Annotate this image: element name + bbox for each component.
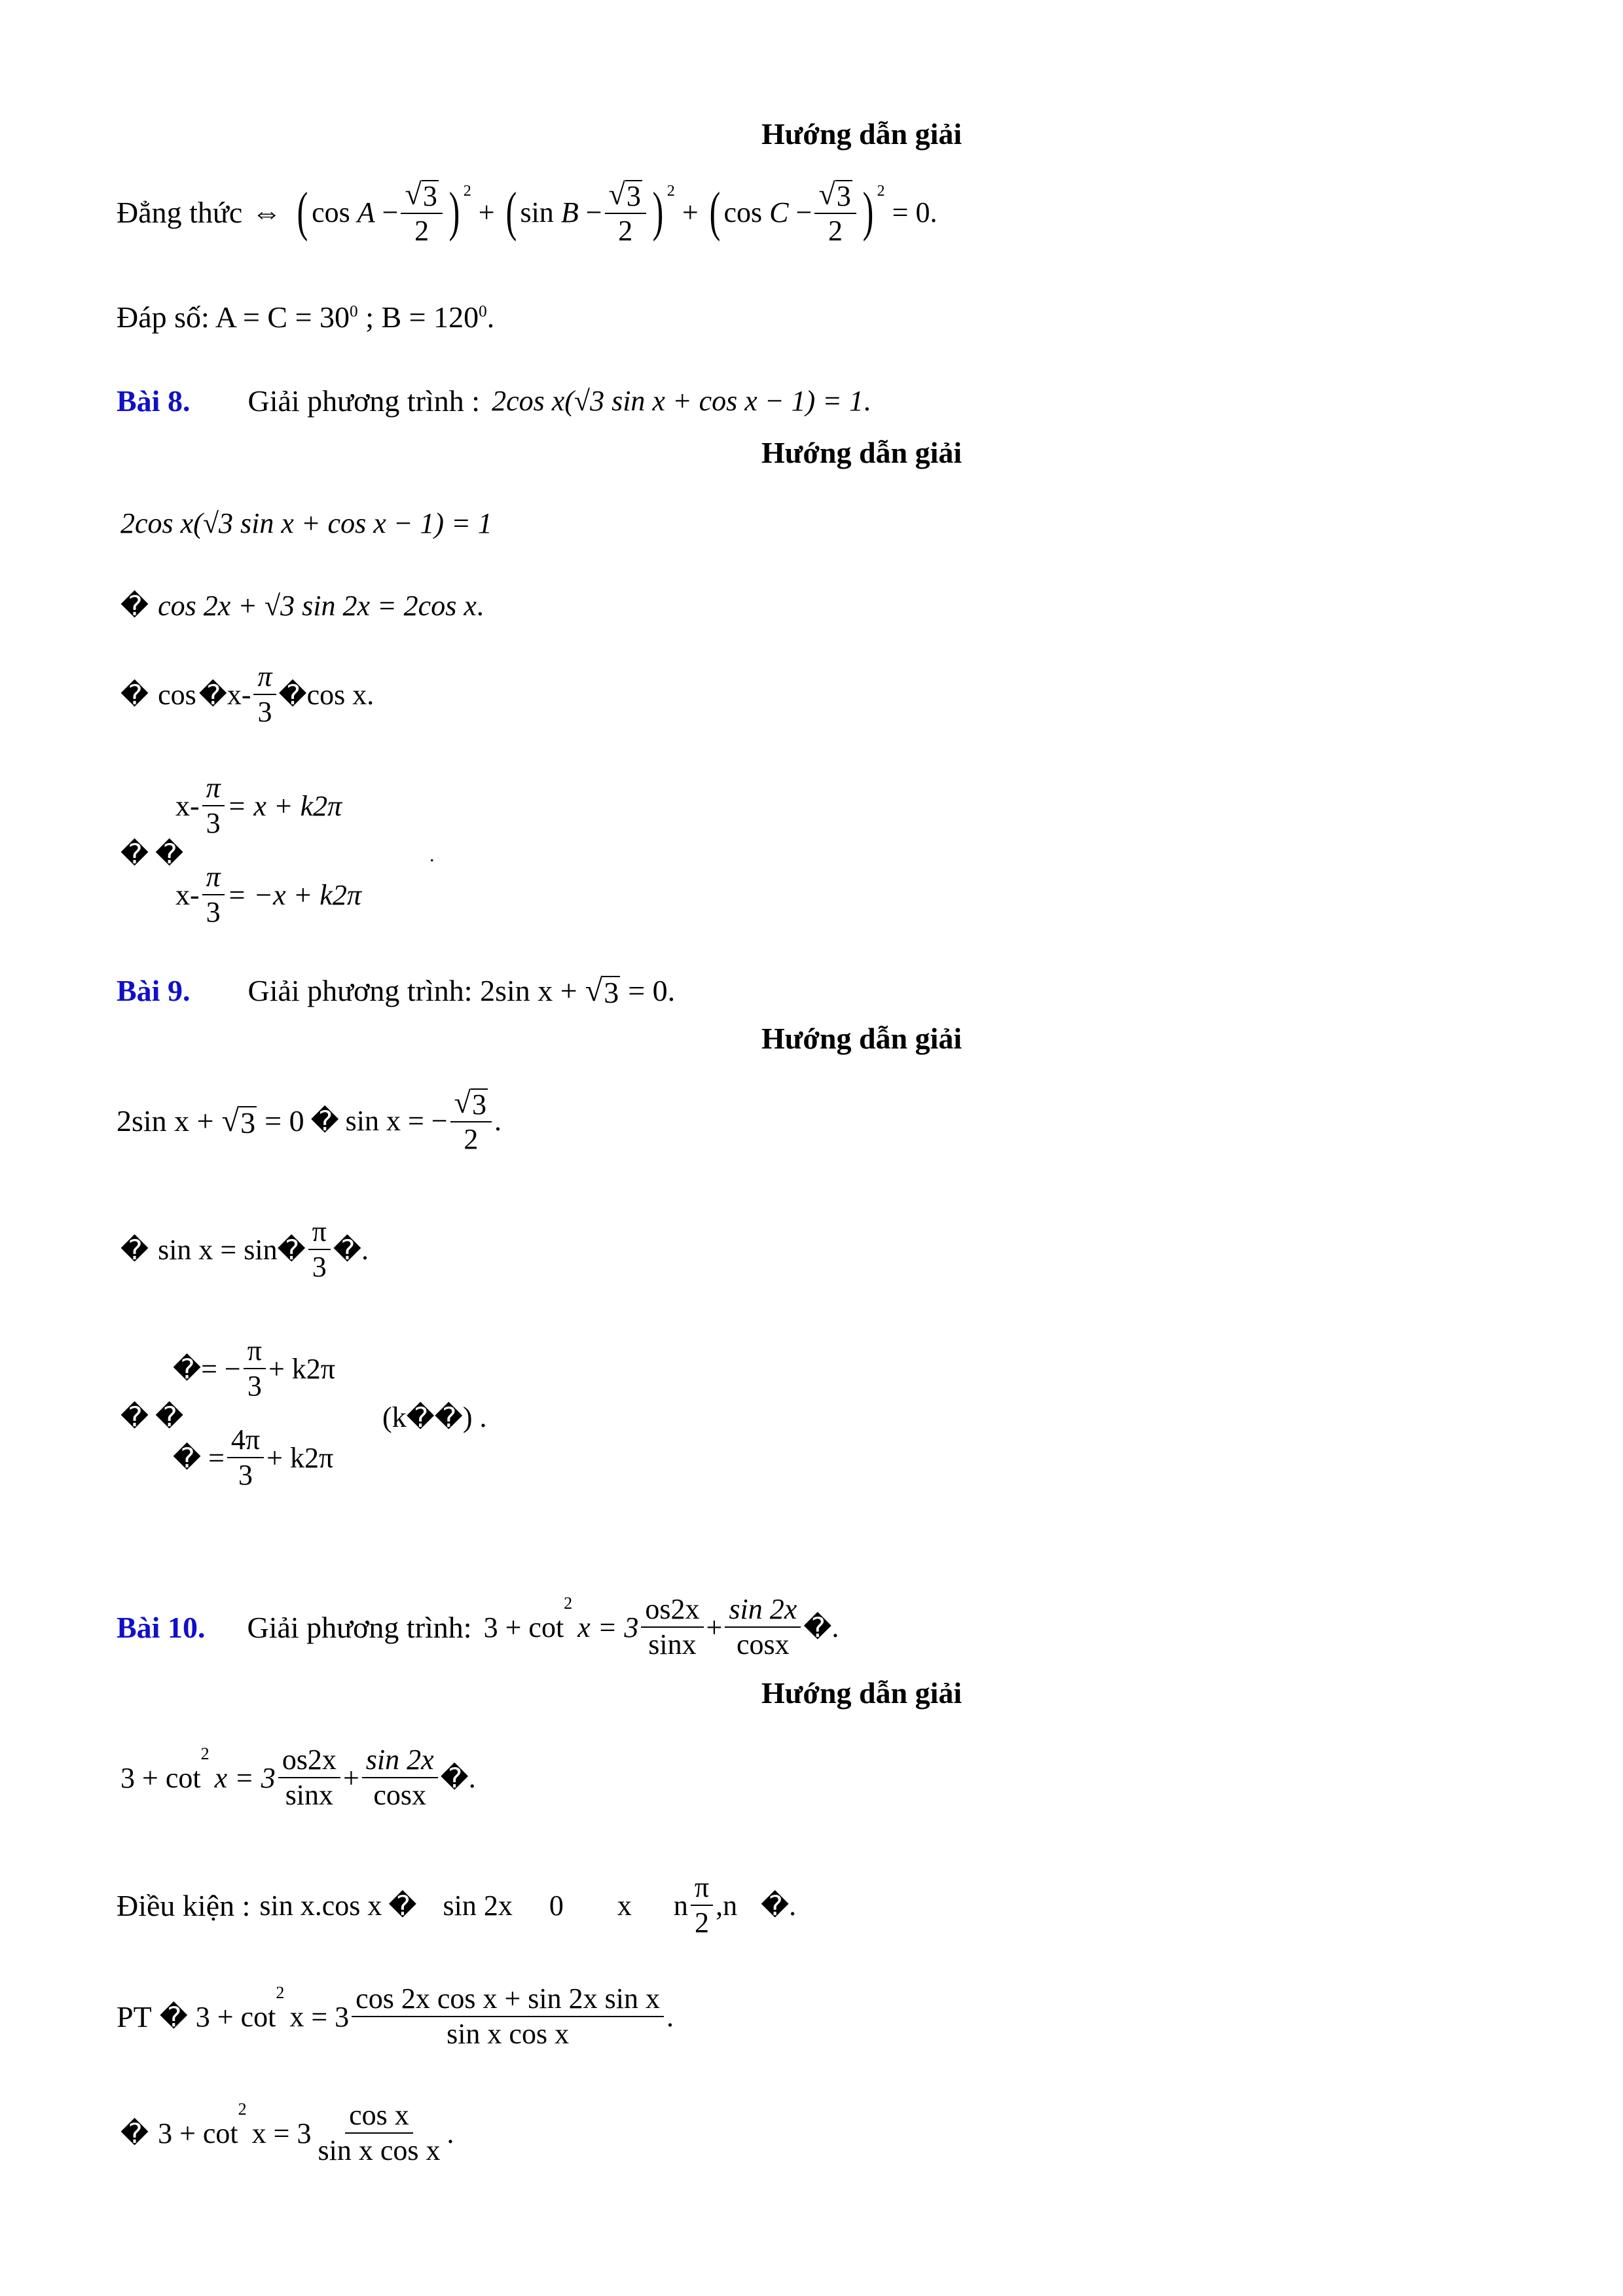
sqrt3-over-2: √ 3 2 xyxy=(450,1086,492,1155)
case-1-rhs: + k2π xyxy=(268,1352,335,1385)
sqrt-3: √ 3 xyxy=(221,1103,256,1139)
cos2x-over-sinx: $\frac{os2x}{\sin x}$ xyxy=(641,1594,703,1661)
identity-expression: ( cos A − √ 3 2 ) $^2$ + ( sin B − √ 3 2 ) $^2$ + ( cos C − √ 3 2 ) $^2$ = 0 . xyxy=(297,177,938,247)
b8-step-2-text: cos 2x + √3 sin 2x = 2cos x xyxy=(158,590,477,622)
lhs-x: x = 3 xyxy=(289,2000,350,2033)
b8-step-1: 2cos x(√3 sin x + cos x − 1) = 1 xyxy=(120,507,492,539)
condition-label: Điều kiện : xyxy=(117,1888,251,1922)
lhs-text: 3 + cot xyxy=(158,2117,238,2149)
4pi-over-3: $\frac{4\pi}{3}$ xyxy=(227,1424,264,1492)
final-fraction: $\frac{\text{cos x}}{\text{sin x cos x}}$ xyxy=(318,2099,441,2167)
cos2x-over-sinx: $\frac{os2x}{\sin x}$ xyxy=(278,1744,340,1812)
equiv-glyph: � xyxy=(120,678,149,711)
var-b: B xyxy=(560,196,579,229)
equiv-glyph: � xyxy=(120,838,149,870)
equiv-glyph: � xyxy=(120,2117,149,2149)
pi-over-3: $\frac{\pi}{3}$ xyxy=(253,661,276,728)
sqrt3-over-2: √ 3 2 xyxy=(605,178,646,247)
identity-line xyxy=(117,178,937,247)
pi-over-3: $\frac{\pi}{3}$ xyxy=(202,772,225,840)
brace-glyph: � xyxy=(155,1401,184,1433)
b8-step-2: � cos 2x + √3 sin 2x = 2cos x . xyxy=(120,590,484,622)
case-2-rhs: + k2π xyxy=(266,1441,334,1474)
problem-9-label: Bài 9. xyxy=(117,974,191,1007)
b9-step-2: � sin x = sin � $\frac{\pi}{3}$ � . xyxy=(120,1215,369,1283)
condition-end: ,n xyxy=(716,1889,738,1922)
set-glyph: � xyxy=(434,1401,463,1433)
sin2x-over-cosx: $\frac{\sin 2x}{\cos x}$ xyxy=(362,1744,438,1812)
problem-8-prompt: Giải phương trình : xyxy=(247,384,481,418)
problem-9-end: = 0. xyxy=(628,974,676,1007)
set-glyph: � xyxy=(406,1401,435,1433)
cos-text: cos xyxy=(158,678,196,711)
set-glyph: � xyxy=(761,1889,790,1922)
solution-heading: Hướng dẫn giải xyxy=(761,436,962,469)
problem-10-prompt: Giải phương trình: xyxy=(247,1610,472,1644)
case-1-lhs: = − xyxy=(201,1352,241,1385)
lhs-text: 3 + cot xyxy=(195,2000,276,2033)
cos-c-text: cos xyxy=(723,196,763,229)
bracket-glyph: � xyxy=(333,1233,361,1266)
condition-n: n xyxy=(673,1889,688,1922)
pi-over-3: $\frac{\pi}{3}$ xyxy=(244,1335,266,1403)
b10-condition: Điều kiện : sin x.cos x � sin 2x 0 x n $\frac{\pi}{2}$ ,n � . xyxy=(117,1871,797,1939)
neq-glyph: � xyxy=(388,1889,417,1922)
equiv-glyph: � xyxy=(120,1401,149,1433)
pt-fraction: $\frac{\text{cos 2x cos x + sin 2x sin x}}{\text{sin x cos x}}$ xyxy=(352,1983,664,2051)
equiv-symbol: ⇔ xyxy=(251,196,282,230)
sqrt3-over-2: √ 3 2 xyxy=(814,178,856,247)
cos-x-text: cos x xyxy=(306,678,367,711)
case-2-rhs: = −x + k2π xyxy=(227,878,361,911)
k-note: (k xyxy=(382,1401,407,1433)
lhs-x: x = 3 xyxy=(214,1761,276,1794)
solution-heading: Hướng dẫn giải xyxy=(761,117,962,151)
b9-step-1-rhs: sin x = − xyxy=(345,1105,448,1138)
b9-step-1: 2sin x + √ 3 = 0 � sin x = − √ 3 2 . xyxy=(117,1086,502,1155)
equiv-glyph: � xyxy=(120,1233,149,1266)
equiv-glyph: � xyxy=(310,1105,339,1138)
brace-glyph: � xyxy=(173,1441,202,1474)
condition-zero: 0 xyxy=(549,1889,564,1922)
x-minus: x- xyxy=(227,678,251,711)
sin2x-over-cosx: $\frac{\sin 2x}{\cos x}$ xyxy=(725,1594,801,1661)
bracket-glyph: � xyxy=(803,1611,832,1643)
b10-step-1: 3 + cot 2 x = 3 $\frac{os2x}{\sin x}$ + $\frac{\sin 2x}{\cos x}$ � . xyxy=(120,1744,476,1812)
lhs-x: x = 3 xyxy=(251,2117,312,2149)
bracket-glyph: � xyxy=(440,1761,469,1794)
problem-8: Bài 8. Giải phương trình : 2cos x(√3 sin x + cos x − 1) = 1 . xyxy=(117,384,871,418)
equiv-glyph: � xyxy=(159,2000,188,2033)
problem-9-prompt: Giải phương trình: 2sin x + xyxy=(247,974,577,1007)
bracket-glyph: � xyxy=(278,678,307,711)
problem-10-label: Bài 10. xyxy=(117,1610,206,1644)
var-c: C xyxy=(769,196,789,229)
bracket-glyph: � xyxy=(277,1233,306,1266)
problem-10: Bài 10. Giải phương trình: 3 + cot 2 x = 3 $\frac{os2x}{\sin x}$ + $\frac{\sin 2x}{\cos x}$ � . xyxy=(117,1593,839,1661)
solution-heading: Hướng dẫn giải xyxy=(761,1022,962,1055)
b10-pt: PT � 3 + cot 2 x = 3 $\frac{\text{cos 2x cos x + sin 2x sin x}}{\text{sin x cos x}}$ . xyxy=(117,1982,674,2051)
pt-label: PT xyxy=(117,2000,152,2034)
answer-b: ; B = 120 xyxy=(357,300,479,334)
pi-over-3: $\frac{\pi}{3}$ xyxy=(202,861,225,929)
answer-ac: Đáp số: A = C = 30 xyxy=(117,300,350,334)
equiv-glyph: � xyxy=(120,590,149,622)
condition-x: x xyxy=(617,1889,632,1922)
bracket-glyph: � xyxy=(198,678,227,711)
case-1-rhs: = x + k2π xyxy=(227,789,342,822)
problem-8-label: Bài 8. xyxy=(117,384,191,418)
lhs-text: 3 + cot xyxy=(120,1761,201,1794)
condition-b: sin 2x xyxy=(443,1889,513,1922)
lhs-text: 3 + cot xyxy=(483,1611,564,1643)
problem-9 xyxy=(117,973,675,1009)
cos-a-text: cos xyxy=(312,196,350,229)
b10-final: � 3 + cot 2 x = 3 $\frac{\text{cos x}}{\text{sin x cos x}}$ . xyxy=(120,2099,454,2167)
identity-lead: Đẳng thức xyxy=(117,196,243,230)
pi-over-3: $\frac{\pi}{3}$ xyxy=(308,1216,331,1283)
answer-line: Đáp số: $A = C = 30^0$ ; $B = 120^0$. xyxy=(117,300,495,334)
problem-8-equation: 2cos x(√3 sin x + cos x − 1) = 1 xyxy=(492,385,864,417)
b9-step-1-lhs: 2sin x + xyxy=(117,1104,214,1138)
identity-rhs: = 0 xyxy=(892,196,930,229)
sin-b-text: sin xyxy=(520,196,554,229)
lhs-x: x = 3 xyxy=(577,1611,639,1643)
case-2-lhs: x- xyxy=(175,878,200,911)
b9-step-1-zero: = 0 xyxy=(264,1104,304,1138)
var-a: A xyxy=(357,196,375,229)
b9-step-2-text: sin x = sin xyxy=(158,1233,278,1266)
sqrt-3: √ 3 xyxy=(585,973,619,1009)
condition-a: sin x.cos x xyxy=(259,1889,382,1922)
pi-over-2: $\frac{\pi}{2}$ xyxy=(691,1872,713,1939)
sqrt3-over-2: √ 3 2 xyxy=(401,178,442,247)
brace-glyph: � xyxy=(173,1352,202,1385)
brace-glyph: � xyxy=(155,838,184,870)
case-1-lhs: x- xyxy=(175,789,200,822)
solution-heading: Hướng dẫn giải xyxy=(761,1676,962,1710)
b8-step-3: � cos � x- $\frac{\pi}{3}$ � cos x . xyxy=(120,660,374,728)
